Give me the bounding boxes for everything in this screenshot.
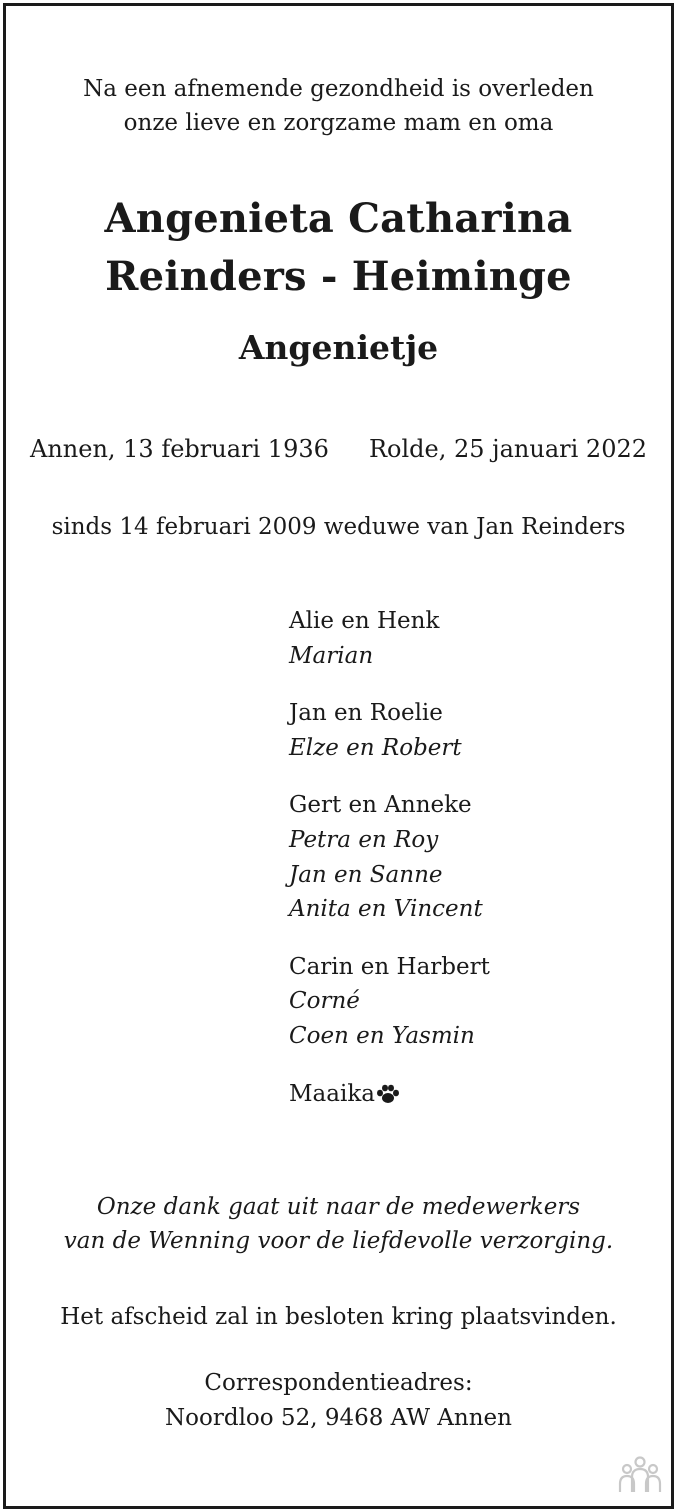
thanks-line: van de Wenning voor de liefdevolle verzorging.: [63, 1228, 614, 1254]
farewell-text: Het afscheid zal in besloten kring plaatsvinden.: [60, 1304, 617, 1330]
deceased-name: [0, 190, 677, 306]
family-group: [289, 788, 490, 926]
intro-text: [0, 72, 677, 140]
family-list: [289, 604, 490, 1134]
paw-print-icon: [376, 1084, 400, 1104]
correspondence-address: [0, 1366, 677, 1436]
family-grandchild: Petra en Roy: [289, 826, 439, 853]
thanks-text: [0, 1190, 677, 1258]
intro-line: onze lieve en zorgzame mam en oma: [123, 110, 554, 136]
death-date: Rolde, 25 januari 2022: [368, 435, 647, 463]
birth-date: Annen, 13 februari 1936: [30, 435, 329, 463]
family-parents: Gert en Anneke: [289, 792, 472, 819]
address-line: Noordloo 52, 9468 AW Annen: [165, 1405, 512, 1431]
nickname: Angenietje: [238, 328, 439, 367]
name-line: Angenieta Catharina: [104, 195, 573, 242]
family-parents: Carin en Harbert: [289, 953, 490, 980]
widow-line: sinds 14 februari 2009 weduwe van Jan Reinders: [51, 514, 626, 540]
name-line: Reinders - Heiminge: [105, 253, 572, 300]
people-group-icon: [617, 1454, 663, 1494]
family-group: [289, 1077, 490, 1112]
family-grandchild: Coen en Yasmin: [289, 1022, 475, 1049]
intro-line: Na een afnemende gezondheid is overleden: [83, 76, 594, 102]
thanks-line: Onze dank gaat uit naar de medewerkers: [96, 1194, 581, 1220]
family-group: [289, 696, 490, 765]
family-parents: Maaika: [289, 1080, 375, 1107]
address-label: Correspondentieadres:: [204, 1370, 473, 1396]
family-grandchild: Marian: [289, 642, 374, 669]
family-grandchild: Elze en Robert: [289, 734, 462, 761]
family-pet-line: [289, 1077, 490, 1112]
family-grandchild: Corné: [289, 988, 360, 1015]
family-parents: Alie en Henk: [289, 608, 440, 634]
family-group: [289, 604, 490, 673]
family-group: [289, 950, 490, 1054]
family-parents: Jan en Roelie: [289, 700, 443, 727]
family-grandchild: Jan en Sanne: [289, 861, 443, 888]
family-grandchild: Anita en Vincent: [289, 896, 483, 923]
